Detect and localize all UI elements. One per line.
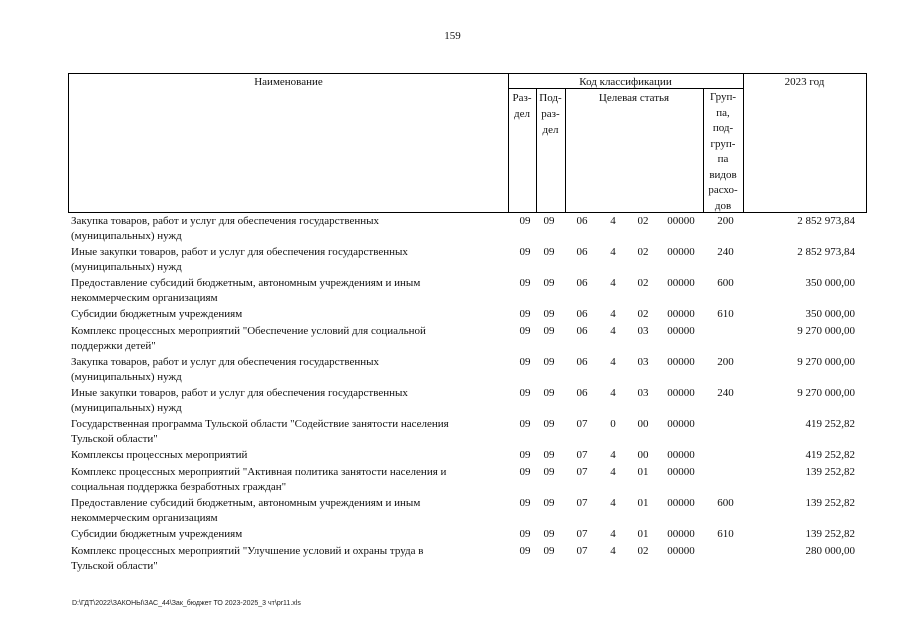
code-subprogram: 4 (610, 387, 616, 399)
table-header (68, 73, 867, 213)
code-group: 600 (717, 497, 734, 509)
code-direction: 00000 (667, 325, 695, 337)
code-razdel: 09 (519, 277, 531, 289)
row-name-line: социальная поддержка безработных граждан" (71, 481, 287, 493)
code-podrazdel: 09 (543, 387, 555, 399)
row-amount: 139 252,82 (805, 528, 855, 540)
row-name-line: Государственная программа Тульской области "Содействие занятости населения (71, 418, 449, 430)
row-amount: 280 000,00 (805, 545, 855, 557)
row-amount: 9 270 000,00 (797, 356, 855, 368)
row-name (71, 386, 503, 416)
code-direction: 00000 (667, 215, 695, 227)
code-group: 200 (717, 356, 734, 368)
code-group: 240 (717, 246, 734, 258)
code-subprogram: 4 (610, 277, 616, 289)
code-direction: 00000 (667, 387, 695, 399)
code-subprogram: 4 (610, 246, 616, 258)
code-event: 02 (637, 246, 649, 258)
code-subprogram: 4 (610, 497, 616, 509)
row-name-line: Тульской области" (71, 433, 158, 445)
code-event: 02 (637, 545, 649, 557)
code-group: 610 (717, 528, 734, 540)
row-name-line: (муниципальных) нужд (71, 371, 182, 383)
row-name-line: Иные закупки товаров, работ и услуг для обеспечения государственных (71, 387, 408, 399)
code-razdel: 09 (519, 308, 531, 320)
code-program: 06 (576, 325, 588, 337)
code-direction: 00000 (667, 277, 695, 289)
code-razdel: 09 (519, 356, 531, 368)
code-podrazdel: 09 (543, 528, 555, 540)
code-direction: 00000 (667, 418, 695, 430)
code-event: 01 (637, 528, 649, 540)
row-name (71, 324, 503, 354)
code-razdel: 09 (519, 545, 531, 557)
table-row (68, 496, 868, 527)
code-program: 07 (576, 418, 588, 430)
row-name-line: Комплексы процессных мероприятий (71, 449, 248, 461)
row-name (71, 307, 503, 322)
table-row (68, 324, 868, 355)
row-amount: 419 252,82 (805, 449, 855, 461)
code-podrazdel: 09 (543, 497, 555, 509)
table-row (68, 465, 868, 496)
code-program: 07 (576, 545, 588, 557)
row-name-line: (муниципальных) нужд (71, 402, 182, 414)
code-razdel: 09 (519, 215, 531, 227)
code-podrazdel: 09 (543, 356, 555, 368)
code-razdel: 09 (519, 325, 531, 337)
code-program: 06 (576, 277, 588, 289)
code-subprogram: 4 (610, 325, 616, 337)
code-event: 01 (637, 497, 649, 509)
code-program: 06 (576, 308, 588, 320)
row-name (71, 355, 503, 385)
code-program: 07 (576, 466, 588, 478)
header-divider (743, 74, 744, 212)
code-podrazdel: 09 (543, 545, 555, 557)
table-row (68, 355, 868, 386)
row-amount: 419 252,82 (805, 418, 855, 430)
code-event: 02 (637, 215, 649, 227)
code-event: 03 (637, 325, 649, 337)
table-body (68, 214, 868, 575)
code-event: 02 (637, 277, 649, 289)
row-amount: 9 270 000,00 (797, 325, 855, 337)
header-name: Наименование (254, 76, 323, 88)
page-number: 159 (444, 30, 461, 42)
code-event: 00 (637, 418, 649, 430)
code-subprogram: 4 (610, 449, 616, 461)
table-row (68, 448, 868, 465)
row-name-line: поддержки детей" (71, 340, 156, 352)
code-program: 07 (576, 528, 588, 540)
row-amount: 350 000,00 (805, 308, 855, 320)
row-name (71, 214, 503, 244)
row-name-line: некоммерческим организациям (71, 512, 218, 524)
header-target: Целевая статья (598, 92, 670, 104)
code-razdel: 09 (519, 418, 531, 430)
code-direction: 00000 (667, 497, 695, 509)
code-program: 06 (576, 387, 588, 399)
code-direction: 00000 (667, 356, 695, 368)
code-razdel: 09 (519, 528, 531, 540)
code-direction: 00000 (667, 308, 695, 320)
row-name-line: (муниципальных) нужд (71, 230, 182, 242)
code-event: 03 (637, 387, 649, 399)
code-subprogram: 4 (610, 215, 616, 227)
row-name-line: Комплекс процессных мероприятий "Активная политика занятости населения и (71, 466, 447, 478)
code-razdel: 09 (519, 387, 531, 399)
row-amount: 139 252,82 (805, 466, 855, 478)
code-razdel: 09 (519, 246, 531, 258)
row-name (71, 465, 503, 495)
row-name-line: (муниципальных) нужд (71, 261, 182, 273)
code-podrazdel: 09 (543, 246, 555, 258)
code-podrazdel: 09 (543, 277, 555, 289)
code-razdel: 09 (519, 497, 531, 509)
row-name-line: Иные закупки товаров, работ и услуг для обеспечения государственных (71, 246, 408, 258)
code-group: 240 (717, 387, 734, 399)
row-name (71, 527, 503, 542)
code-program: 07 (576, 449, 588, 461)
row-name-line: Тульской области" (71, 560, 158, 572)
row-name-line: Закупка товаров, работ и услуг для обеспечения государственных (71, 215, 380, 227)
code-razdel: 09 (519, 466, 531, 478)
table-row (68, 544, 868, 575)
table-row (68, 245, 868, 276)
header-podrazdel: Под- раз- дел (539, 92, 562, 136)
row-name-line: Предоставление субсидий бюджетным, автономным учреждениям и иным (71, 497, 421, 509)
row-name-line: Предоставление субсидий бюджетным, автономным учреждениям и иным (71, 277, 421, 289)
code-podrazdel: 09 (543, 325, 555, 337)
row-name (71, 496, 503, 526)
code-event: 01 (637, 466, 649, 478)
code-subprogram: 4 (610, 528, 616, 540)
row-amount: 2 852 973,84 (797, 215, 855, 227)
table-row (68, 214, 868, 245)
code-subprogram: 4 (610, 308, 616, 320)
header-year: 2023 год (784, 76, 825, 88)
table-row (68, 417, 868, 448)
table-row (68, 386, 868, 417)
row-amount: 139 252,82 (805, 497, 855, 509)
row-name-line: некоммерческим организациям (71, 292, 218, 304)
row-name-line: Комплекс процессных мероприятий "Обеспечение условий для социальной (71, 325, 426, 337)
code-podrazdel: 09 (543, 418, 555, 430)
header-divider (565, 88, 566, 212)
code-podrazdel: 09 (543, 215, 555, 227)
code-subprogram: 4 (610, 356, 616, 368)
row-name-line: Субсидии бюджетным учреждениям (71, 308, 243, 320)
code-podrazdel: 09 (543, 466, 555, 478)
row-name (71, 448, 503, 463)
file-path: D:\ГДТ\2022\ЗАКОНЫ\ЗАС_44\Зак_бюджет ТО 2023-2025_3 чт\pr11.xls (72, 600, 301, 607)
code-subprogram: 0 (610, 418, 616, 430)
code-event: 00 (637, 449, 649, 461)
code-group: 610 (717, 308, 734, 320)
code-direction: 00000 (667, 246, 695, 258)
row-name (71, 544, 503, 574)
code-subprogram: 4 (610, 545, 616, 557)
row-name-line: Субсидии бюджетным учреждениям (71, 528, 243, 540)
code-program: 06 (576, 246, 588, 258)
code-direction: 00000 (667, 466, 695, 478)
code-direction: 00000 (667, 449, 695, 461)
table-row (68, 276, 868, 307)
code-podrazdel: 09 (543, 449, 555, 461)
row-amount: 350 000,00 (805, 277, 855, 289)
table-row (68, 307, 868, 324)
code-podrazdel: 09 (543, 308, 555, 320)
code-direction: 00000 (667, 528, 695, 540)
header-razdel: Раз- дел (512, 92, 532, 120)
table-row (68, 527, 868, 544)
code-razdel: 09 (519, 449, 531, 461)
row-name-line: Закупка товаров, работ и услуг для обеспечения государственных (71, 356, 380, 368)
row-name (71, 245, 503, 275)
code-direction: 00000 (667, 545, 695, 557)
row-name (71, 417, 503, 447)
code-program: 07 (576, 497, 588, 509)
code-subprogram: 4 (610, 466, 616, 478)
row-amount: 2 852 973,84 (797, 246, 855, 258)
row-name-line: Комплекс процессных мероприятий "Улучшение условий и охраны труда в (71, 545, 424, 557)
header-classification: Код классификации (579, 76, 672, 88)
header-group: Груп- па, под- груп- па видов расхо- дов (708, 91, 738, 212)
code-program: 06 (576, 356, 588, 368)
row-name (71, 276, 503, 306)
code-event: 02 (637, 308, 649, 320)
row-amount: 9 270 000,00 (797, 387, 855, 399)
code-event: 03 (637, 356, 649, 368)
code-group: 600 (717, 277, 734, 289)
code-group: 200 (717, 215, 734, 227)
code-program: 06 (576, 215, 588, 227)
